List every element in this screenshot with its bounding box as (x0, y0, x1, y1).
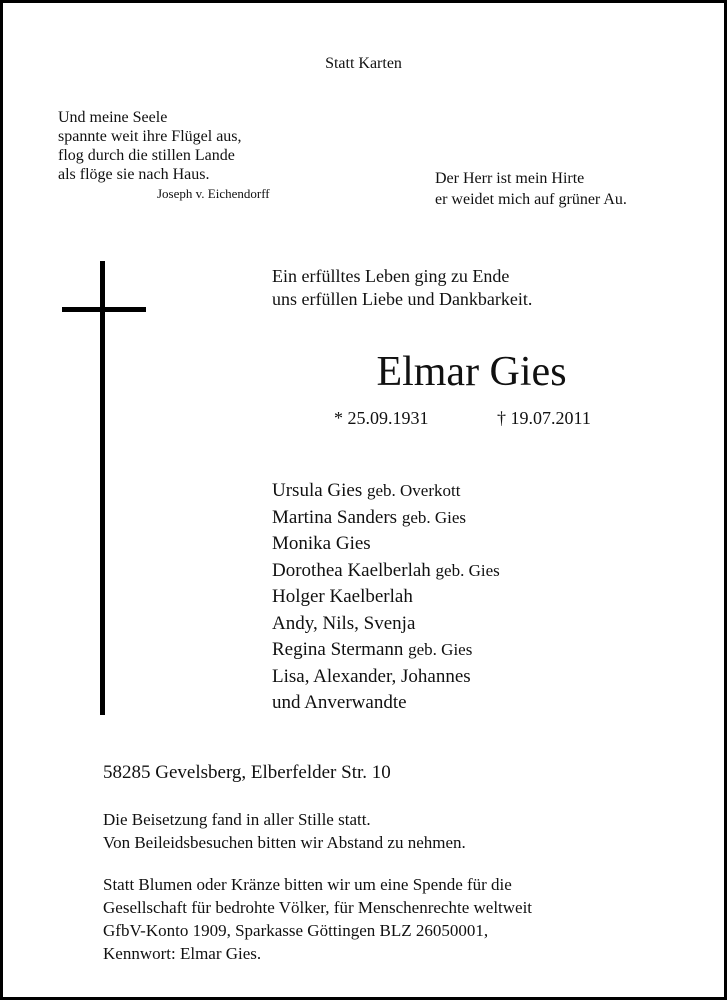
poem (58, 108, 242, 184)
address: 58285 Gevelsberg, Elberfelder Str. 10 (103, 762, 391, 783)
mourner-name: Dorothea Kaelberlah (272, 559, 431, 581)
poem-line: spannte weit ihre Flügel aus, (58, 128, 242, 145)
donation-request (103, 873, 532, 965)
mourners-list (272, 478, 500, 717)
death-date: † 19.07.2011 (497, 408, 591, 428)
donation-line: Statt Blumen oder Kränze bitten wir um eine Spende für die (103, 875, 512, 894)
mourner-item (272, 664, 500, 691)
notice-line: Von Beileidsbesuchen bitten wir Abstand zu nehmen. (103, 833, 466, 852)
donation-line: Kennwort: Elmar Gies. (103, 944, 262, 963)
mourner-suffix: geb. Overkott (366, 481, 461, 500)
donation-line: Gesellschaft für bedrohte Völker, für Menschenrechte weltweit (103, 898, 533, 917)
mourner-item (272, 478, 500, 505)
mourner-item (272, 558, 500, 585)
poem-line: Und meine Seele (58, 109, 168, 126)
intro-line: uns erfüllen Liebe und Dankbarkeit. (272, 289, 533, 309)
mourner-name: Lisa, Alexander, Johannes (272, 665, 471, 687)
funeral-notice (103, 808, 466, 854)
mourner-name: Regina Stermann (272, 639, 404, 660)
poem-author: Joseph v. Eichendorff (157, 186, 270, 201)
psalm-line: er weidet mich auf grüner Au. (435, 191, 627, 208)
donation-line: GfbV-Konto 1909, Sparkasse Göttingen BLZ 26050001, (103, 921, 489, 940)
mourner-name: Martina Sanders (272, 506, 398, 528)
poem-line: flog durch die stillen Lande (58, 147, 235, 164)
mourner-name: und Anverwandte (272, 692, 407, 713)
notice-line: Die Beisetzung fand in aller Stille statt. (103, 810, 371, 829)
cross-vertical-bar (100, 261, 105, 715)
header-text: Statt Karten (325, 55, 402, 72)
mourner-suffix: geb. Gies (401, 507, 467, 527)
mourner-item (272, 690, 500, 717)
mourner-item (272, 611, 500, 638)
mourner-name: Holger Kaelberlah (272, 586, 413, 607)
birth-date: * 25.09.1931 (334, 408, 429, 428)
poem-line: als flöge sie nach Haus. (58, 166, 210, 183)
intro-line: Ein erfülltes Leben ging zu Ende (272, 266, 510, 286)
mourner-name: Ursula Gies (272, 480, 363, 501)
mourner-suffix: geb. Gies (408, 640, 473, 659)
mourner-item (272, 637, 500, 664)
mourner-suffix: geb. Gies (435, 560, 500, 580)
mourner-item (272, 531, 500, 558)
deceased-name: Elmar Gies (376, 349, 567, 395)
psalm-quote (435, 168, 627, 210)
mourner-item (272, 584, 500, 611)
mourner-name: Andy, Nils, Svenja (272, 612, 416, 634)
mourner-name: Monika Gies (272, 533, 371, 554)
cross-horizontal-bar (62, 307, 146, 312)
intro-text (272, 265, 532, 311)
psalm-line: Der Herr ist mein Hirte (435, 170, 585, 187)
mourner-item (272, 505, 500, 532)
